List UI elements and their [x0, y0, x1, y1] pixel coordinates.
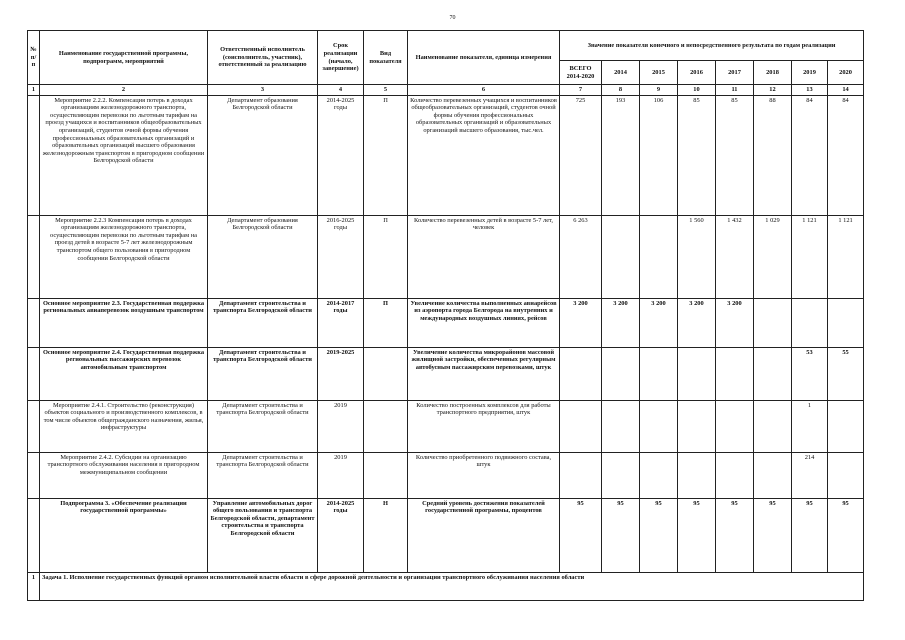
row-value [792, 298, 828, 347]
row-value: 53 [792, 347, 828, 400]
row-value: 88 [754, 95, 792, 215]
task-text: Задача 1. Исполнение государственных функций органом исполнительной власти области в сфере дорожной деятельности и организации транспортного обслуживания населения области [40, 572, 864, 600]
header-year: 2015 [640, 61, 678, 85]
row-value: 6 263 [560, 215, 602, 298]
row-executor: Департамент образования Белгородской области [208, 215, 318, 298]
row-value [560, 347, 602, 400]
column-number: 3 [208, 85, 318, 96]
row-executor: Департамент строительства и транспорта Белгородской области [208, 298, 318, 347]
table-row [28, 215, 864, 298]
row-value [716, 400, 754, 452]
row-num [28, 400, 40, 452]
column-number: 6 [408, 85, 560, 96]
table-row [28, 452, 864, 498]
row-value [602, 452, 640, 498]
program-table [27, 30, 864, 601]
header-name: Наименование государственной программы, подпрограмм, мероприятий [40, 31, 208, 85]
header-values-group: Значение показателя конечного и непосредственного результата по годам реализации [560, 31, 864, 61]
column-number: 10 [678, 85, 716, 96]
row-value: 1 121 [792, 215, 828, 298]
row-value: 1 432 [716, 215, 754, 298]
header-year: 2018 [754, 61, 792, 85]
row-value: 55 [828, 347, 864, 400]
header-row-1 [28, 31, 864, 61]
row-indicator: Количество перевезенных учащихся и воспитанников общеобразовательных организаций, студентов очной формы обучения профессиональных образовательных организаций и образовательных организаций высшего образования, тыс.чел. [408, 95, 560, 215]
row-kind: П [364, 95, 408, 215]
table-row [28, 347, 864, 400]
row-value: 3 200 [560, 298, 602, 347]
column-number: 2 [40, 85, 208, 96]
row-value [602, 400, 640, 452]
row-value: 84 [792, 95, 828, 215]
row-executor: Департамент строительства и транспорта Белгородской области [208, 347, 318, 400]
row-value: 95 [602, 498, 640, 572]
table-row [28, 400, 864, 452]
column-number: 8 [602, 85, 640, 96]
row-value [678, 452, 716, 498]
row-value [640, 452, 678, 498]
row-period: 2016-2025 годы [318, 215, 364, 298]
row-kind: П [364, 215, 408, 298]
row-kind: П [364, 298, 408, 347]
header-num: № п/п [28, 31, 40, 85]
table-row [28, 298, 864, 347]
row-value: 1 [792, 400, 828, 452]
row-executor: Департамент строительства и транспорта Белгородской области [208, 452, 318, 498]
header-period: Срок реализации (начало, завершение) [318, 31, 364, 85]
row-kind [364, 452, 408, 498]
header-executor: Ответственный исполнитель (соисполнитель, участник), ответственный за реализацию [208, 31, 318, 85]
row-value [828, 400, 864, 452]
header-year: 2017 [716, 61, 754, 85]
page-number: 70 [449, 15, 456, 21]
header-kind: Вид показателя [364, 31, 408, 85]
row-value: 95 [828, 498, 864, 572]
row-indicator: Количество построенных комплексов для работы транспортного предприятия, штук [408, 400, 560, 452]
row-value [560, 400, 602, 452]
row-num [28, 95, 40, 215]
header-year: ВСЕГО 2014-2020 [560, 61, 602, 85]
row-name: Мероприятие 2.2.3 Компенсация потерь в доходах организациям железнодорожного транспорта, осуществляющим перевозки по льготным тарифам на проезд детей в возрасте 5-7 лет железнодорожным транспортом общего пользования в пригородном сообщении Белгородской области [40, 215, 208, 298]
row-value: 95 [754, 498, 792, 572]
column-number: 14 [828, 85, 864, 96]
row-value: 95 [716, 498, 754, 572]
row-period: 2019 [318, 400, 364, 452]
row-name: Мероприятие 2.4.2. Субсидии на организацию транспортного обслуживания населения в пригородном межмуниципальном сообщении [40, 452, 208, 498]
row-name: Основное мероприятие 2.4. Государственная поддержка региональных пассажирских перевозок автомобильным транспортом [40, 347, 208, 400]
row-value [678, 347, 716, 400]
row-period: 2019-2025 [318, 347, 364, 400]
row-name: Мероприятие 2.4.1. Строительство (реконструкция) объектов социального и производственного комплексов, в том числе объектов общегражданского назначения, жилья, инфраструктуры [40, 400, 208, 452]
row-value [754, 452, 792, 498]
row-num [28, 347, 40, 400]
header-indicator: Наименование показателя, единица измерения [408, 31, 560, 85]
row-value: 214 [792, 452, 828, 498]
row-value: 193 [602, 95, 640, 215]
row-indicator: Средний уровень достижения показателей государственной программы, процентов [408, 498, 560, 572]
row-value: 106 [640, 95, 678, 215]
row-period: 2014-2025 годы [318, 95, 364, 215]
row-value: 3 200 [640, 298, 678, 347]
row-value: 85 [678, 95, 716, 215]
row-value: 95 [678, 498, 716, 572]
header-year: 2016 [678, 61, 716, 85]
row-executor: Департамент строительства и транспорта Белгородской области [208, 400, 318, 452]
row-name: Мероприятие 2.2.2. Компенсация потерь в доходах организациям железнодорожного транспорта, осуществляющим перевозки по льготным тарифам на проезд учащихся и воспитанников общеобразовательных организаций, студентов очной формы обучения профессиональных образовательных организаций и образовательных организаций высшего образования железнодорожным транспортом в пригородном сообщении Белгородской области [40, 95, 208, 215]
row-name: Подпрограмма 3. «Обеспечение реализации государственной программы» [40, 498, 208, 572]
row-value [560, 452, 602, 498]
row-name: Основное мероприятие 2.3. Государственная поддержка региональных авиаперевозок воздушным транспортом [40, 298, 208, 347]
column-number: 13 [792, 85, 828, 96]
row-indicator: Количество перевезенных детей в возрасте 5-7 лет, человек [408, 215, 560, 298]
task-row [28, 572, 864, 600]
table-row [28, 95, 864, 215]
row-value [640, 215, 678, 298]
column-number: 1 [28, 85, 40, 96]
row-kind [364, 347, 408, 400]
table-row [28, 498, 864, 572]
row-value [828, 452, 864, 498]
row-value: 95 [792, 498, 828, 572]
row-num [28, 215, 40, 298]
row-value: 85 [716, 95, 754, 215]
row-value [754, 400, 792, 452]
row-value: 725 [560, 95, 602, 215]
row-value: 3 200 [678, 298, 716, 347]
column-number: 12 [754, 85, 792, 96]
header-year: 2020 [828, 61, 864, 85]
header-year: 2019 [792, 61, 828, 85]
row-value [716, 452, 754, 498]
row-num [28, 498, 40, 572]
row-value: 84 [828, 95, 864, 215]
column-number: 9 [640, 85, 678, 96]
column-number: 7 [560, 85, 602, 96]
row-value [716, 347, 754, 400]
row-value [754, 347, 792, 400]
row-kind: Н [364, 498, 408, 572]
row-value [754, 298, 792, 347]
row-indicator: Увеличение количества выполненных авиарейсов из аэропорта города Белгорода на внутренних и международных воздушных линиях, рейсов [408, 298, 560, 347]
row-indicator: Увеличение количества микрорайонов массовой жилищной застройки, обеспеченных регулярным автобусным пассажирским перевозками, штук [408, 347, 560, 400]
row-period: 2019 [318, 452, 364, 498]
row-value: 95 [640, 498, 678, 572]
row-value: 95 [560, 498, 602, 572]
row-value [828, 298, 864, 347]
column-number: 4 [318, 85, 364, 96]
header-year: 2014 [602, 61, 640, 85]
row-executor: Управление автомобильных дорог общего пользования и транспорта Белгородской области, департамент строительства и транспорта Белгородской области [208, 498, 318, 572]
column-number: 11 [716, 85, 754, 96]
row-num [28, 452, 40, 498]
row-value [602, 347, 640, 400]
row-value [602, 215, 640, 298]
row-period: 2014-2025 годы [318, 498, 364, 572]
row-value: 3 200 [716, 298, 754, 347]
column-number: 5 [364, 85, 408, 96]
row-kind [364, 400, 408, 452]
row-value [678, 400, 716, 452]
task-num: 1 [28, 572, 40, 600]
row-value: 3 200 [602, 298, 640, 347]
row-value: 1 121 [828, 215, 864, 298]
row-value [640, 400, 678, 452]
row-indicator: Количество приобретенного подвижного состава, штук [408, 452, 560, 498]
row-num [28, 298, 40, 347]
row-value: 1 029 [754, 215, 792, 298]
row-period: 2014-2017 годы [318, 298, 364, 347]
row-value [640, 347, 678, 400]
row-value: 1 560 [678, 215, 716, 298]
row-executor: Департамент образования Белгородской области [208, 95, 318, 215]
column-numbers-row [28, 85, 864, 96]
